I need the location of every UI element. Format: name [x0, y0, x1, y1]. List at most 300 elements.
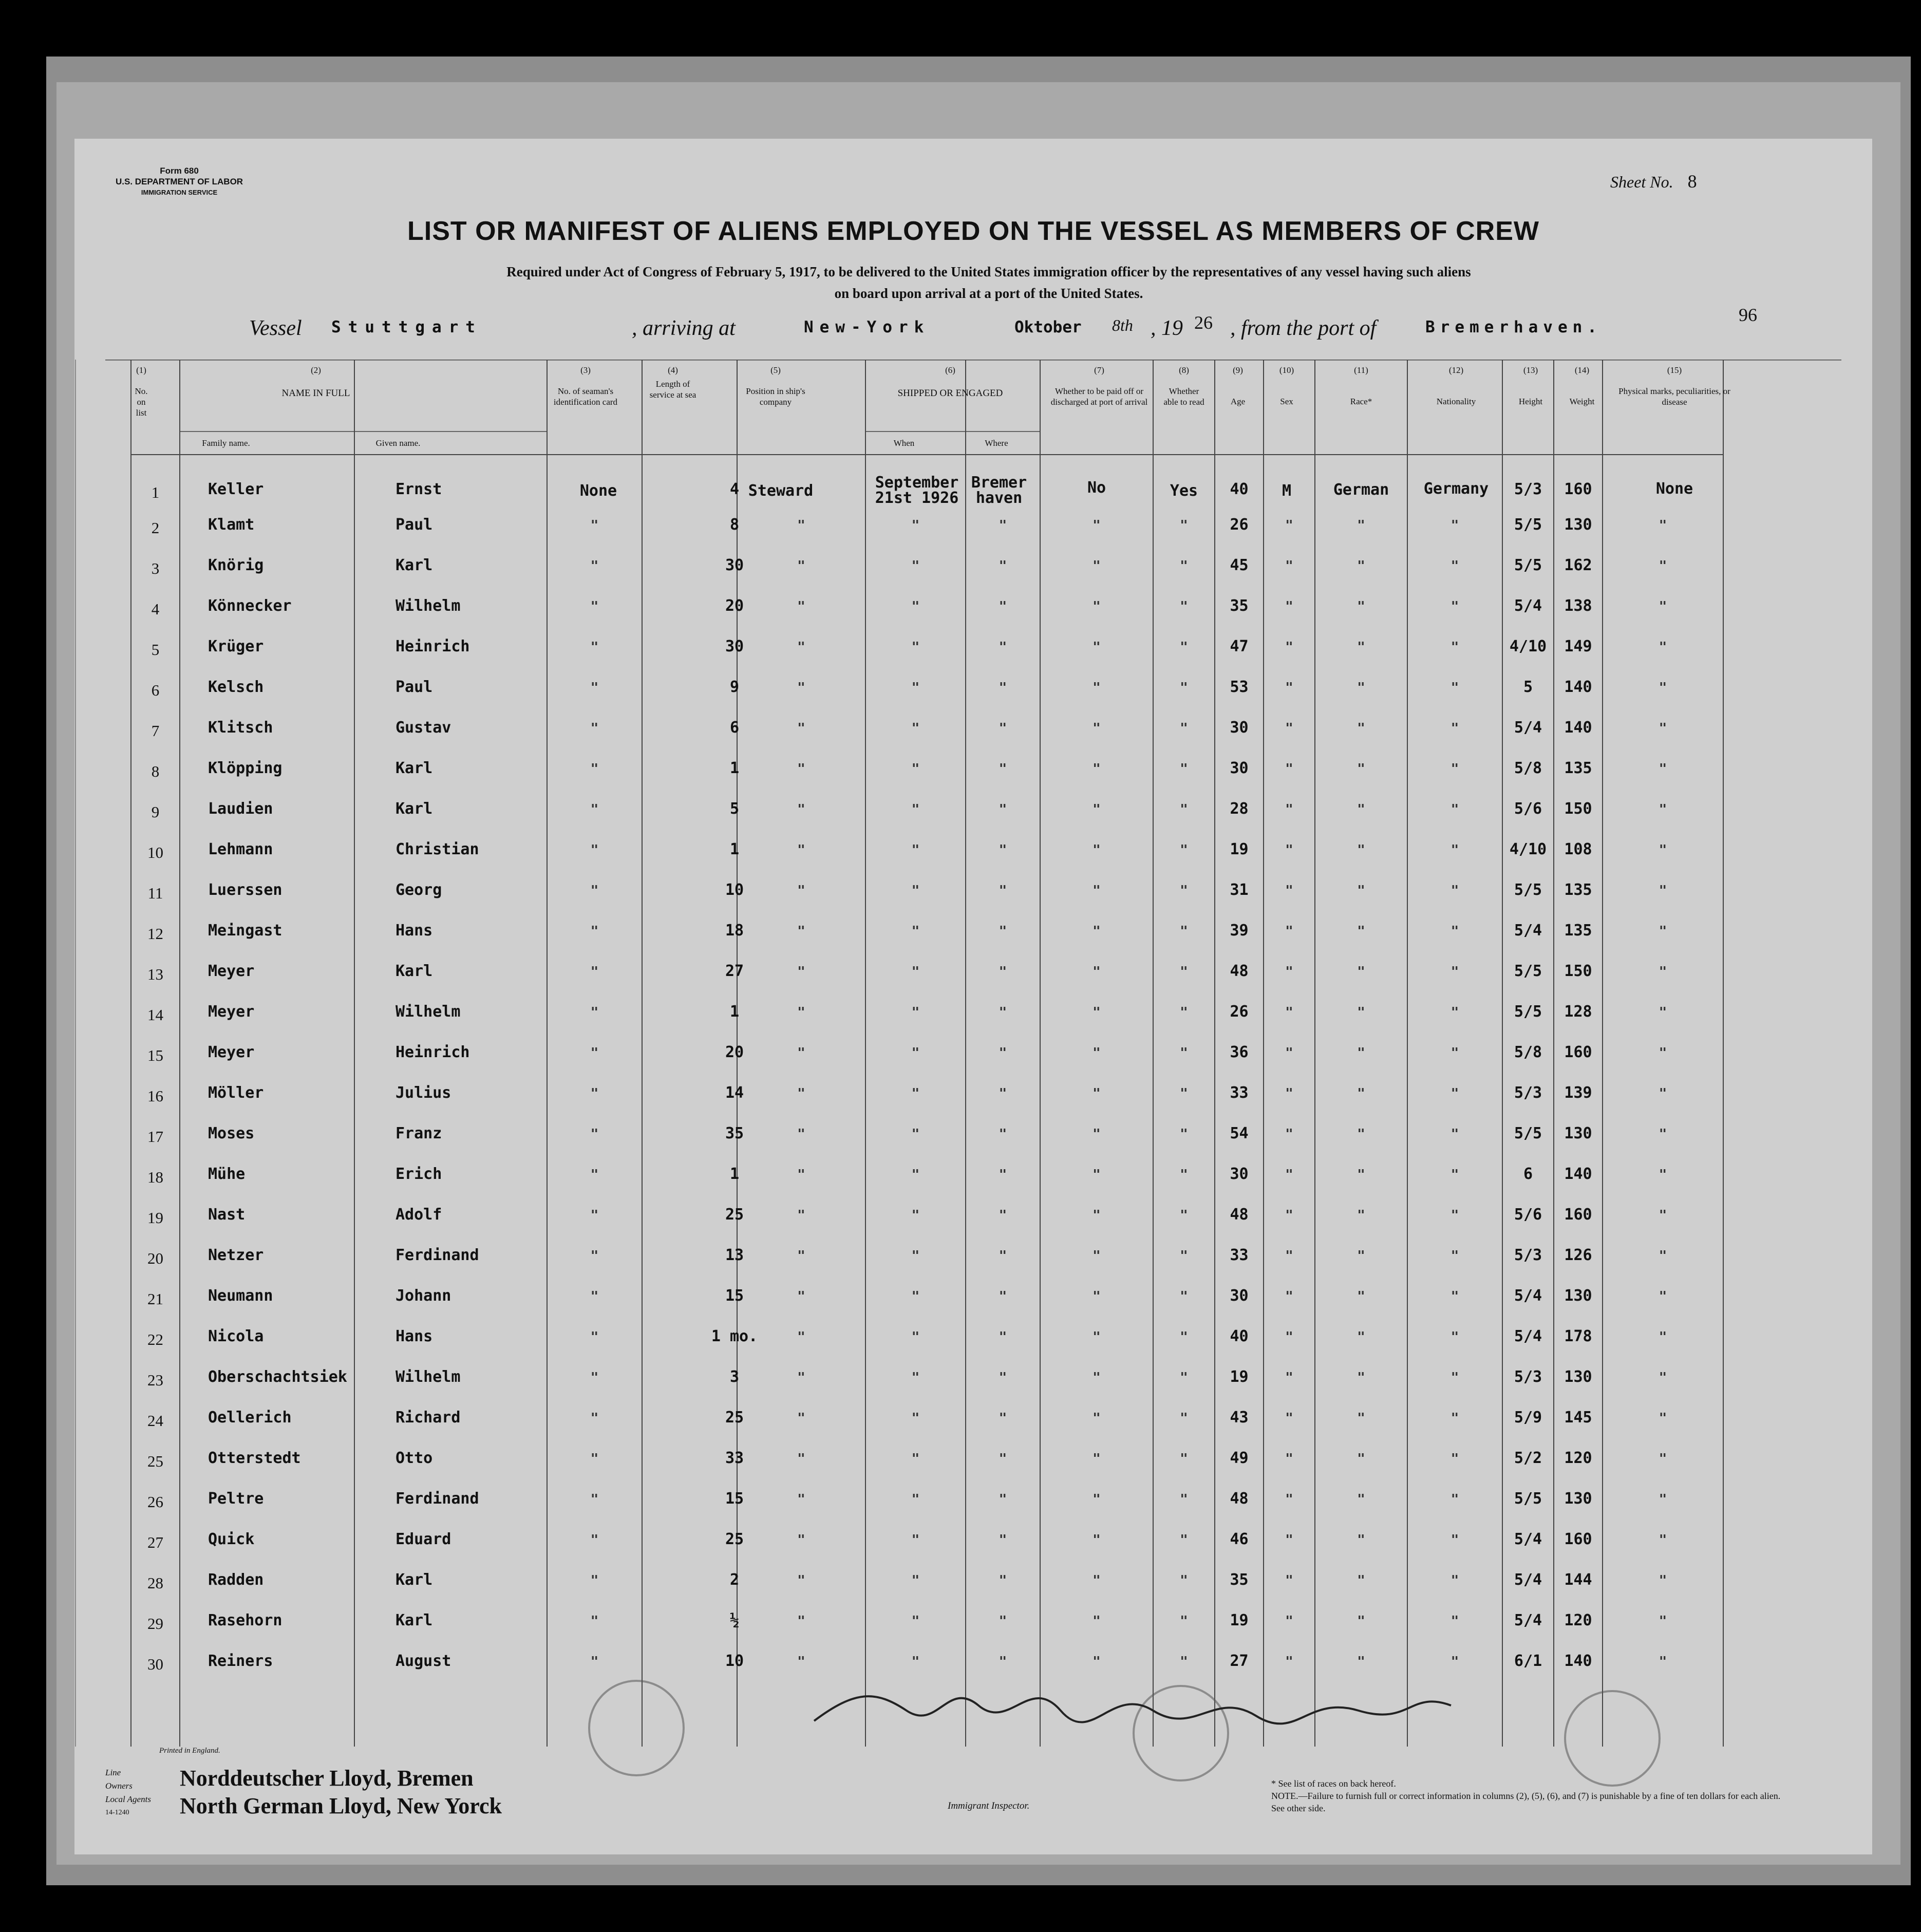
age: 40: [1230, 480, 1249, 498]
col-8-number: (8): [1179, 365, 1189, 375]
ditto-mark: ": [797, 1532, 805, 1548]
ditto-mark: ": [1285, 924, 1293, 939]
row-number: 30: [147, 1655, 163, 1673]
ditto-mark: ": [999, 518, 1007, 533]
ditto-mark: ": [1659, 1451, 1667, 1467]
height: 5/6: [1514, 1206, 1542, 1224]
weight: 108: [1564, 840, 1592, 858]
ditto-mark: ": [1357, 1208, 1365, 1223]
given-name: Karl: [396, 1611, 433, 1629]
family-name: Laudien: [208, 800, 273, 818]
ditto-mark: ": [590, 1573, 599, 1588]
ditto-mark: ": [590, 721, 599, 736]
col-4-number: (4): [668, 365, 678, 375]
row-1-where-line-2: haven: [975, 489, 1023, 507]
owners-label: Owners: [105, 1781, 133, 1791]
owner-line-1: Norddeutscher Lloyd, Bremen: [180, 1766, 474, 1791]
ditto-mark: ": [1451, 1248, 1459, 1264]
ditto-mark: ": [797, 883, 805, 898]
row-number: 3: [151, 559, 160, 577]
length-of-service: 1: [729, 1165, 740, 1183]
ditto-mark: ": [590, 1411, 599, 1426]
row-1-sex: M: [1282, 482, 1292, 500]
row-number: 17: [147, 1128, 163, 1146]
height: 4/10: [1509, 637, 1547, 655]
ditto-mark: ": [797, 1289, 805, 1304]
ditto-mark: ": [1357, 761, 1365, 777]
height: 5/4: [1514, 719, 1542, 737]
length-of-service: 2: [729, 1571, 740, 1589]
row-number: 4: [151, 600, 160, 618]
ditto-mark: ": [1659, 802, 1667, 817]
form-header: [116, 165, 243, 198]
family-name: Mühe: [208, 1165, 246, 1183]
ditto-mark: ": [1285, 1451, 1293, 1467]
ditto-mark: ": [590, 1370, 599, 1385]
ditto-mark: ": [1451, 1411, 1459, 1426]
given-name: Julius: [396, 1084, 451, 1102]
ditto-mark: ": [797, 1654, 805, 1670]
height: 4/10: [1509, 840, 1547, 858]
ditto-mark: ": [1180, 1167, 1188, 1183]
ditto-mark: ": [1357, 1614, 1365, 1629]
family-name: Radden: [208, 1571, 264, 1589]
ditto-mark: ": [1451, 1614, 1459, 1629]
ditto-mark: ": [1357, 1492, 1365, 1507]
ditto-mark: ": [999, 883, 1007, 898]
family-name: Klamt: [208, 516, 255, 534]
ditto-mark: ": [911, 558, 920, 574]
ditto-mark: ": [1285, 1614, 1293, 1629]
given-name: Erich: [396, 1165, 442, 1183]
sheet-number-value: 8: [1687, 171, 1697, 192]
ditto-mark: ": [797, 1370, 805, 1385]
col-12-header: [1410, 365, 1502, 407]
family-name: Knörig: [208, 556, 264, 574]
ditto-mark: ": [1659, 680, 1667, 696]
row-number: 21: [147, 1290, 163, 1308]
ditto-mark: ": [1180, 1329, 1188, 1345]
col-2-title: NAME IN FULL: [281, 388, 350, 399]
ditto-mark: ": [1285, 1411, 1293, 1426]
ditto-mark: ": [1093, 802, 1101, 817]
ditto-mark: ": [1093, 1654, 1101, 1670]
length-of-service: 27: [725, 962, 744, 980]
given-name: Karl: [396, 800, 433, 818]
ditto-mark: ": [1093, 1451, 1101, 1467]
ditto-mark: ": [1451, 924, 1459, 939]
family-name: Oberschachtsiek: [208, 1368, 347, 1386]
ditto-mark: ": [1093, 1086, 1101, 1101]
ditto-mark: ": [1451, 1370, 1459, 1385]
ditto-mark: ": [1180, 1289, 1188, 1304]
ditto-mark: ": [590, 761, 599, 777]
ditto-mark: ": [1659, 1045, 1667, 1061]
length-of-service: 1 mo.: [711, 1327, 758, 1345]
row-1-race: German: [1333, 481, 1389, 499]
ditto-mark: ": [1659, 761, 1667, 777]
height: 5/8: [1514, 1043, 1542, 1061]
height: 5/5: [1514, 881, 1542, 899]
ditto-mark: ": [1659, 1127, 1667, 1142]
ditto-mark: ": [999, 1208, 1007, 1223]
weight: 139: [1564, 1084, 1592, 1102]
ditto-mark: ": [1180, 1208, 1188, 1223]
row-1-able-to-read: Yes: [1170, 482, 1198, 500]
ditto-mark: ": [1093, 1329, 1101, 1345]
subtitle-line-1: Required under Act of Congress of February 5, 1917, to be delivered to the United States immigration officer by the representatives of any vessel having such aliens: [506, 264, 1471, 279]
ditto-mark: ": [1659, 558, 1667, 574]
row-1-when-line-1: September: [875, 474, 959, 492]
form-number: Form 680: [160, 166, 199, 176]
ditto-mark: ": [1357, 518, 1365, 533]
ditto-mark: ": [1357, 1370, 1365, 1385]
crew-table: [74, 360, 1872, 1793]
ditto-mark: ": [1093, 1573, 1101, 1588]
ditto-mark: ": [911, 599, 920, 614]
length-of-service: 1: [729, 1003, 740, 1021]
col-6-number: (6): [945, 365, 955, 375]
length-of-service: 35: [725, 1124, 744, 1142]
col-4-header: [645, 365, 701, 400]
row-number: 20: [147, 1249, 163, 1267]
col-3-number: (3): [580, 365, 591, 375]
weight: 130: [1564, 1490, 1592, 1508]
ditto-mark: ": [1659, 640, 1667, 655]
height: 5/3: [1514, 1368, 1542, 1386]
height: 5/4: [1514, 1287, 1542, 1305]
ditto-mark: ": [1451, 1654, 1459, 1670]
ditto-mark: ": [1659, 1492, 1667, 1507]
col-15-header: [1618, 365, 1731, 407]
ditto-mark: ": [1285, 1248, 1293, 1264]
given-name: Hans: [396, 922, 433, 940]
subtitle-line-2: on board upon arrival at a port of the United States.: [834, 286, 1143, 301]
height: 5/5: [1514, 556, 1542, 574]
col-12-title: Nationality: [1436, 397, 1476, 406]
ditto-mark: ": [590, 1005, 599, 1020]
weight: 130: [1564, 516, 1592, 534]
age: 31: [1230, 881, 1249, 899]
ditto-mark: ": [911, 1411, 920, 1426]
row-1-position: Steward: [748, 482, 814, 500]
ditto-mark: ": [590, 599, 599, 614]
ditto-mark: ": [1451, 721, 1459, 736]
family-name: Neumann: [208, 1287, 273, 1305]
given-name: Paul: [396, 678, 433, 696]
given-name: Adolf: [396, 1206, 442, 1224]
ditto-mark: ": [999, 964, 1007, 980]
col-2b-header: Given name.: [375, 438, 421, 448]
ditto-mark: ": [797, 1208, 805, 1223]
ditto-mark: ": [911, 761, 920, 777]
ditto-mark: ": [1285, 558, 1293, 574]
given-name: Gustav: [396, 719, 451, 737]
col-6b-header: Where: [985, 438, 1008, 448]
weight: 150: [1564, 800, 1592, 818]
ditto-mark: ": [1093, 1532, 1101, 1548]
ditto-mark: ": [590, 1451, 599, 1467]
col-4-title: Length of service at sea: [649, 379, 696, 400]
officer-signature: [794, 1659, 1461, 1741]
age: 36: [1230, 1043, 1249, 1061]
from-port-label: , from the port of: [1230, 316, 1377, 340]
ditto-mark: ": [1093, 599, 1101, 614]
row-number: 11: [147, 884, 163, 902]
age: 35: [1230, 1571, 1249, 1589]
row-number: 1: [151, 483, 160, 501]
consulate-stamp: [1564, 1690, 1661, 1787]
ditto-mark: ": [797, 802, 805, 817]
family-name: Nicola: [208, 1327, 264, 1345]
given-name: Wilhelm: [396, 1368, 461, 1386]
col-2a-header: Family name.: [202, 438, 250, 448]
age: 45: [1230, 556, 1249, 574]
ditto-mark: ": [1659, 1370, 1667, 1385]
row-number: 19: [147, 1209, 163, 1227]
ditto-mark: ": [999, 1573, 1007, 1588]
ditto-mark: ": [797, 518, 805, 533]
ditto-mark: ": [1357, 964, 1365, 980]
ditto-mark: ": [1357, 1451, 1365, 1467]
row-number: 13: [147, 965, 163, 983]
col-7-header: [1045, 365, 1153, 407]
ditto-mark: ": [1659, 1208, 1667, 1223]
family-name: Peltre: [208, 1490, 264, 1508]
ditto-mark: ": [1093, 518, 1101, 533]
col-5-title: Position in ship's company: [746, 386, 805, 407]
weight: 126: [1564, 1246, 1592, 1264]
ditto-mark: ": [911, 924, 920, 939]
ditto-mark: ": [911, 1532, 920, 1548]
ditto-mark: ": [1285, 1654, 1293, 1670]
ditto-mark: ": [797, 1167, 805, 1183]
height: 5/4: [1514, 1611, 1542, 1629]
row-number: 10: [147, 843, 163, 861]
given-name: Hans: [396, 1327, 433, 1345]
ditto-mark: ": [911, 883, 920, 898]
ditto-mark: ": [999, 1654, 1007, 1670]
ditto-mark: ": [911, 1289, 920, 1304]
ditto-mark: ": [1093, 1370, 1101, 1385]
given-name: Karl: [396, 962, 433, 980]
height: 5/5: [1514, 962, 1542, 980]
age: 27: [1230, 1652, 1249, 1670]
ditto-mark: ": [1180, 883, 1188, 898]
given-name: Paul: [396, 516, 433, 534]
row-1-paid-off: No: [1087, 479, 1106, 497]
col-7-title: Whether to be paid off or discharged at port of arrival: [1050, 386, 1148, 407]
ditto-mark: ": [1357, 1127, 1365, 1142]
ditto-mark: ": [1180, 1573, 1188, 1588]
ditto-mark: ": [911, 1127, 920, 1142]
ditto-mark: ": [999, 1411, 1007, 1426]
age: 46: [1230, 1530, 1249, 1548]
height: 5/4: [1514, 1530, 1542, 1548]
height: 5/4: [1514, 922, 1542, 940]
weight: 160: [1564, 1530, 1592, 1548]
weight: 160: [1564, 480, 1592, 498]
vessel-line: [249, 312, 1687, 344]
ditto-mark: ": [1180, 761, 1188, 777]
length-of-service: 30: [725, 637, 744, 655]
family-name: Keller: [208, 480, 264, 498]
age: 19: [1230, 1611, 1249, 1629]
col-13-number: (13): [1523, 365, 1538, 375]
footer-notes: [1271, 1777, 1785, 1814]
given-name: Otto: [396, 1449, 433, 1467]
service-name: IMMIGRATION SERVICE: [141, 189, 218, 196]
ditto-mark: ": [1659, 1086, 1667, 1101]
col-8-title: Whether able to read: [1163, 386, 1204, 407]
age: 48: [1230, 1490, 1249, 1508]
row-number: 12: [147, 925, 163, 943]
ditto-mark: ": [1285, 1167, 1293, 1183]
given-name: Franz: [396, 1124, 442, 1142]
col-10-header: [1266, 365, 1307, 407]
penalty-note: NOTE.—Failure to furnish full or correct information in columns (2), (5), (6), and (7) is punishable by a fine of ten dollars for each alien. See other side.: [1271, 1791, 1781, 1813]
ditto-mark: ": [590, 883, 599, 898]
family-name: Klitsch: [208, 719, 273, 737]
ditto-mark: ": [1180, 1127, 1188, 1142]
length-of-service: 25: [725, 1409, 744, 1427]
ditto-mark: ": [1451, 640, 1459, 655]
ditto-mark: ": [1357, 1411, 1365, 1426]
col-11-header: [1317, 365, 1405, 407]
ditto-mark: ": [590, 924, 599, 939]
col-9-title: Age: [1230, 397, 1246, 406]
ditto-mark: ": [590, 1492, 599, 1507]
weight: 130: [1564, 1124, 1592, 1142]
row-number: 14: [147, 1006, 163, 1024]
ditto-mark: ": [1451, 558, 1459, 574]
manifest-sheet: [74, 139, 1872, 1854]
col-14-number: (14): [1574, 365, 1590, 375]
weight: 144: [1564, 1571, 1592, 1589]
height: 5: [1523, 678, 1533, 696]
ditto-mark: ": [1357, 883, 1365, 898]
ditto-mark: ": [590, 802, 599, 817]
ditto-mark: ": [797, 1614, 805, 1629]
ditto-mark: ": [911, 680, 920, 696]
ditto-mark: ": [999, 842, 1007, 858]
age: 53: [1230, 678, 1249, 696]
weight: 150: [1564, 962, 1592, 980]
ditto-mark: ": [1285, 1370, 1293, 1385]
weight: 145: [1564, 1409, 1592, 1427]
ditto-mark: ": [1093, 1492, 1101, 1507]
line-label: Line: [105, 1768, 121, 1777]
weight: 140: [1564, 678, 1592, 696]
length-of-service: 4: [729, 480, 740, 498]
col-13-title: Height: [1518, 397, 1543, 406]
sheet-number: [1610, 171, 1697, 192]
given-name: Karl: [396, 556, 433, 574]
ditto-mark: ": [1180, 1614, 1188, 1629]
ditto-mark: ": [1451, 518, 1459, 533]
row-number: 6: [151, 681, 160, 699]
ditto-mark: ": [1357, 1532, 1365, 1548]
family-name: Krüger: [208, 637, 264, 655]
ditto-mark: ": [590, 842, 599, 858]
ditto-mark: ": [1451, 1045, 1459, 1061]
age: 48: [1230, 1206, 1249, 1224]
ditto-mark: ": [1451, 1451, 1459, 1467]
vessel-label: Vessel: [249, 316, 302, 340]
age: 49: [1230, 1449, 1249, 1467]
length-of-service: 20: [725, 1043, 744, 1061]
ditto-mark: ": [1451, 964, 1459, 980]
row-number: 5: [151, 641, 160, 659]
col-11-title: Race*: [1350, 397, 1372, 406]
weight: 140: [1564, 719, 1592, 737]
ditto-mark: ": [797, 599, 805, 614]
ditto-mark: ": [797, 1573, 805, 1588]
ditto-mark: ": [797, 1086, 805, 1101]
length-of-service: 10: [725, 1652, 744, 1670]
ditto-mark: ": [911, 1329, 920, 1345]
length-of-service: 30: [725, 556, 744, 574]
row-number: 18: [147, 1168, 163, 1186]
given-name: Johann: [396, 1287, 451, 1305]
ditto-mark: ": [911, 1248, 920, 1264]
ditto-mark: ": [1659, 842, 1667, 858]
given-name: Wilhelm: [396, 597, 461, 615]
ditto-mark: ": [1093, 721, 1101, 736]
ditto-mark: ": [911, 1573, 920, 1588]
given-name: Georg: [396, 881, 442, 899]
weight: 120: [1564, 1449, 1592, 1467]
age: 33: [1230, 1246, 1249, 1264]
ditto-mark: ": [590, 1127, 599, 1142]
ditto-mark: ": [590, 964, 599, 980]
ditto-mark: ": [1659, 1654, 1667, 1670]
age: 54: [1230, 1124, 1249, 1142]
ditto-mark: ": [797, 964, 805, 980]
ditto-mark: ": [1180, 1005, 1188, 1020]
given-name: Ernst: [396, 480, 442, 498]
ditto-mark: ": [1285, 1208, 1293, 1223]
col-5-header: [737, 365, 814, 407]
row-number: 24: [147, 1412, 163, 1430]
ditto-mark: ": [1357, 680, 1365, 696]
ditto-mark: ": [1285, 883, 1293, 898]
ditto-mark: ": [1285, 1492, 1293, 1507]
ditto-mark: ": [797, 1451, 805, 1467]
age: 26: [1230, 516, 1249, 534]
ditto-mark: ": [1357, 842, 1365, 858]
ditto-mark: ": [911, 1086, 920, 1101]
ditto-mark: ": [1451, 1329, 1459, 1345]
ditto-mark: ": [1659, 1614, 1667, 1629]
ditto-mark: ": [797, 721, 805, 736]
row-number: 7: [151, 722, 160, 740]
ditto-mark: ": [911, 1208, 920, 1223]
ditto-mark: ": [999, 1045, 1007, 1061]
footer-labels: [105, 1766, 151, 1820]
ditto-mark: ": [999, 1086, 1007, 1101]
department-name: U.S. DEPARTMENT OF LABOR: [116, 177, 243, 186]
ditto-mark: ": [1093, 1411, 1101, 1426]
arrival-day: 8th: [1112, 316, 1133, 334]
family-name: Rasehorn: [208, 1611, 282, 1629]
ditto-mark: ": [590, 1614, 599, 1629]
col-5-number: (5): [770, 365, 781, 375]
age: 48: [1230, 962, 1249, 980]
ditto-mark: ": [911, 1370, 920, 1385]
row-1-id-card: None: [579, 482, 617, 500]
length-of-service: 14: [725, 1084, 744, 1102]
